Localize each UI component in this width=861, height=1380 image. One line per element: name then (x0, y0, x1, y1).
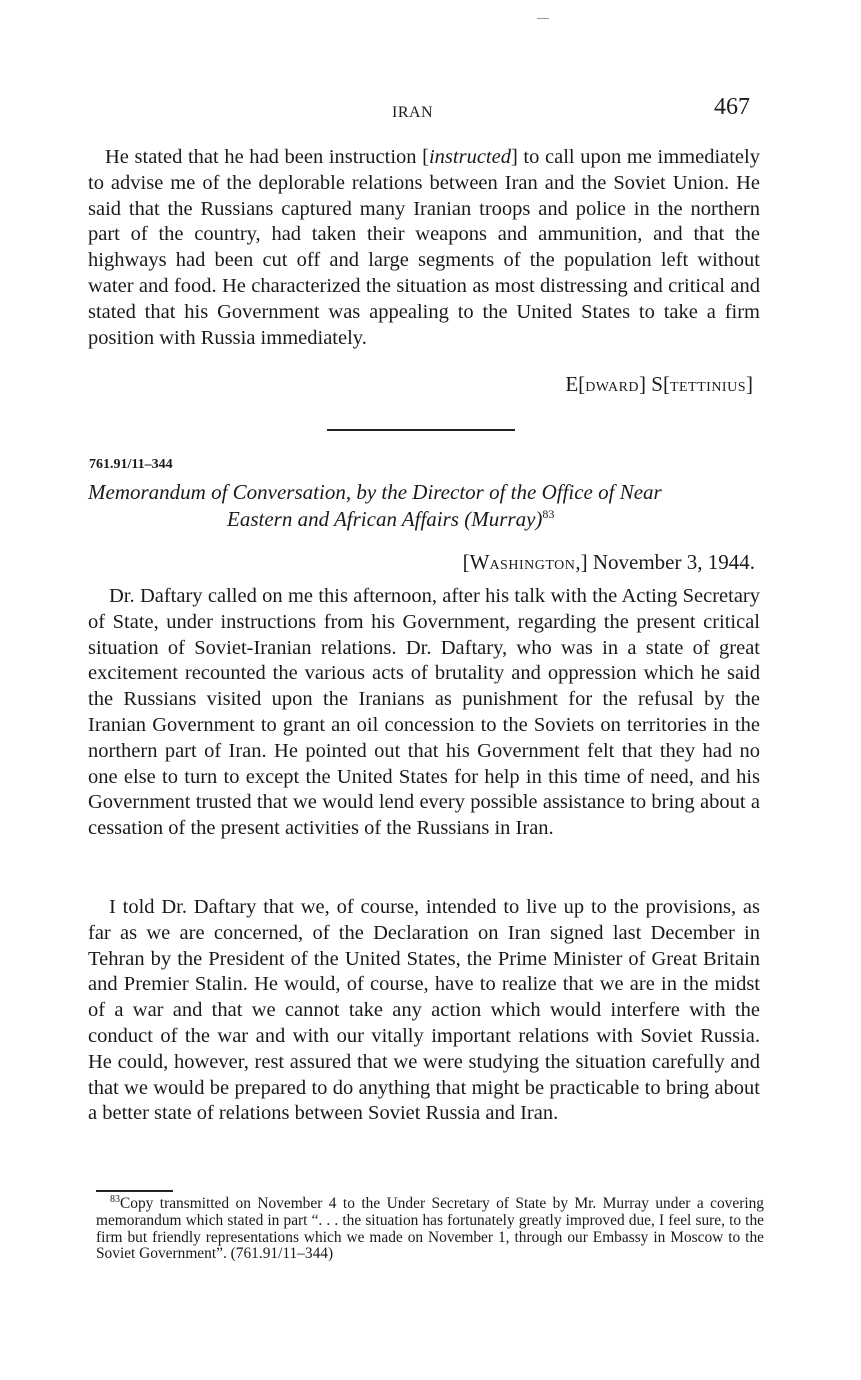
dateline-smallcaps: ASHINGTON (489, 558, 576, 573)
memo-title-line-2 (88, 506, 760, 533)
closing-paragraph (88, 145, 760, 351)
footnote-text: Copy transmitted on November 4 to the Under Secretary of State by Mr. Murray under a covering memorandum which stated in part “. . . the situation has fortunately greatly improved due, I feel sure, to the firm but friendly representations which we made on November 1, through our Embassy in Moscow to the Soviet Government”. (761.91/11–344) (96, 1195, 764, 1263)
memo-paragraph-1: Dr. Daftary called on me this afternoon, after his talk with the Acting Secretary of State, under instructions from his Government, regarding the present critical situation of Soviet-Iranian relations. Dr. Daftary, who was in a state of great excitement recounted the various acts of brutality and oppression which he said the Russians visited upon the Iranians as punishment for the refusal by the Iranian Government to grant an oil concession to the Soviets on territories in the northern part of Iran. He pointed out that his Government felt that they had no one else to turn to except the United States for help in this time of need, and his Government trusted that we would lend every possible assistance to bring about a cessation of the present activities of the Russians in Iran. (88, 585, 760, 840)
page-number: 467 (714, 94, 750, 120)
top-margin-mark (537, 18, 549, 19)
editorial-correction: instructed (428, 146, 511, 168)
footnote-marker: 83 (110, 1193, 120, 1205)
signature-part: E[ (565, 372, 586, 396)
running-head: IRAN (392, 104, 434, 121)
file-number: 761.91/11–344 (89, 457, 173, 472)
footnote (96, 1193, 764, 1263)
memo-paragraph-2: I told Dr. Daftary that we, of course, intended to live up to the provisions, as far as we are concerned, of the Declaration on Iran signed last December in Tehran by the President of the United States, the Prime Minister of Great Britain and Premier Stalin. He would, of course, have to realize that we are in the midst of a war and that we cannot take any action which would interfere with the conduct of the war and with our vitally important relations with Soviet Russia. He could, however, rest assured that we were studying the situation carefully and that we would be prepared to do anything that might be practicable to bring about a better state of relations between Soviet Russia and Iran. (88, 896, 760, 1125)
signature-part: ] S[ (639, 372, 670, 396)
memo-title-line-2-text: Eastern and African Affairs (Murray) (227, 507, 543, 531)
memo-title (88, 479, 760, 533)
signature-part: ] (746, 372, 753, 396)
signature (565, 372, 753, 397)
signature-smallcaps: DWARD (585, 380, 640, 395)
footnote-reference: 83 (542, 507, 555, 521)
dateline-part: [W (462, 550, 490, 574)
footnote-divider (96, 1190, 173, 1192)
dateline-part: ,] November 3, 1944. (575, 550, 755, 574)
section-divider (327, 429, 515, 431)
signature-smallcaps: TETTINIUS (669, 380, 746, 395)
memo-title-line-1: Memorandum of Conversation, by the Director of the Office of Near (88, 480, 662, 504)
dateline (463, 550, 755, 575)
paragraph-text-start: He stated that he had been instruction [ (105, 146, 429, 168)
paragraph-text-rest: ] to call upon me immediately to advise me of the deplorable relations between Iran and the Soviet Union. He said that the Russians captured many Iranian troops and police in the northern part of the country, had taken their weapons and ammunition, and that the highways had been cut off and large segments of the population left without water and food. He characterized the situation as most distressing and critical and stated that his Government was appealing to the United States to take a firm position with Russia immediately. (88, 146, 760, 349)
